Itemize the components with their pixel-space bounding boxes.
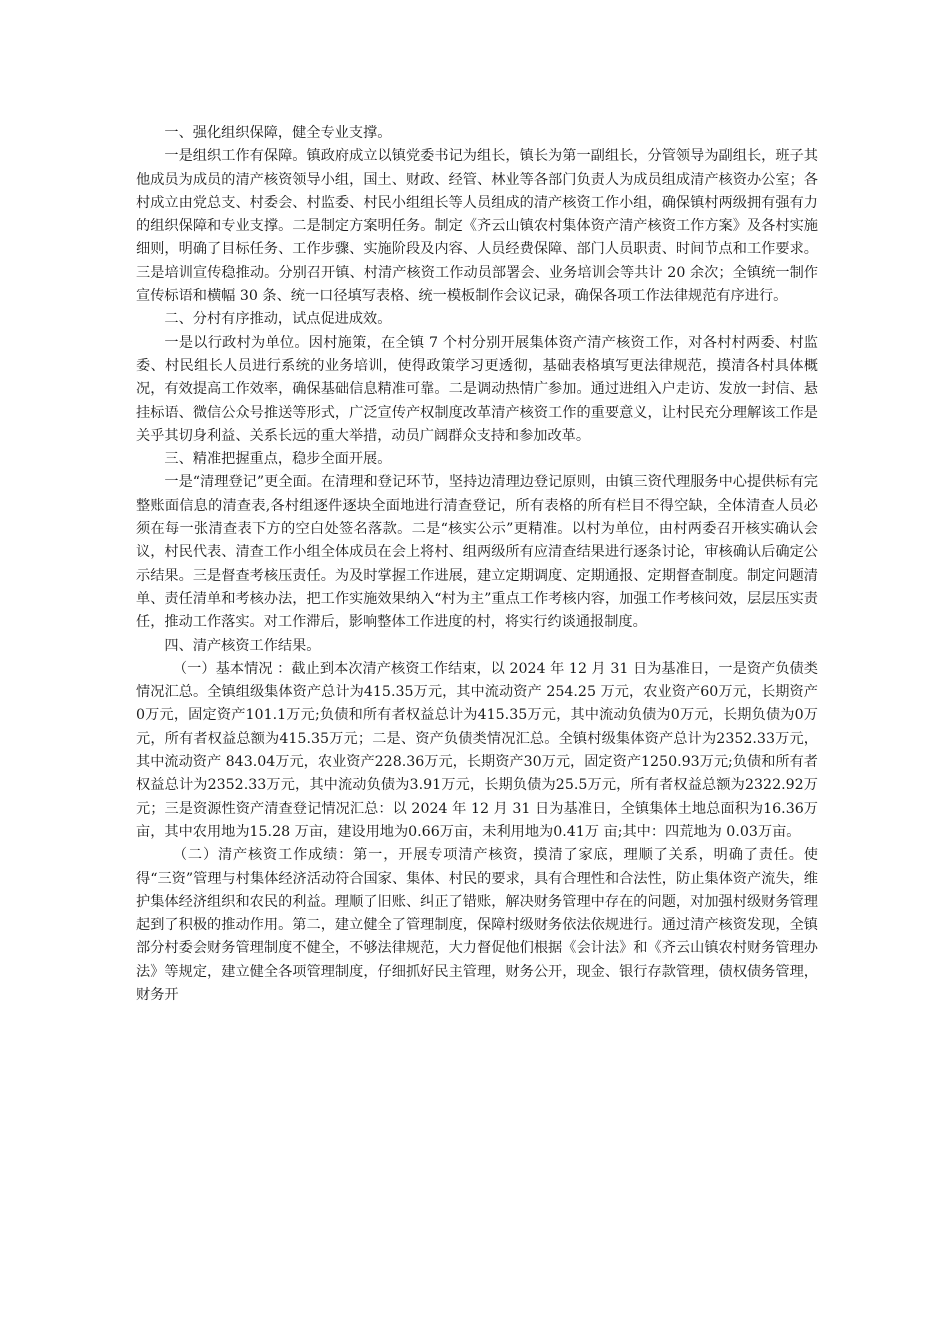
section-2-paragraph: 一是以行政村为单位。因村施策，在全镇 7 个村分别开展集体资产清产核资工作，对各村村两委、村监委、村民组长人员进行系统的业务培训，使得政策学习更透彻，基础表格填写更法律规范，摸清各村具体概况，有效提高工作效率，确保基础信息精准可靠。二是调动热情广参加。通过进组入户走访、发放一封信、悬挂标语、微信公众号推送等形式，广泛宣传产权制度改革清产核资工作的重要意义，让村民充分理解该工作是关乎其切身利益、关系长远的重大举措，动员广阔群众支持和参加改革。 <box>136 334 818 444</box>
section-1-paragraph: 一是组织工作有保障。镇政府成立以镇党委书记为组长，镇长为第一副组长，分管领导为副组长，班子其他成员为成员的清产核资领导小组，国土、财政、经管、林业等各部门负责人为成员组成清产核资办公室；各村成立由党总支、村委会、村监委、村民小组组长等人员组成的清产核资工作小组，确保镇村两级拥有强有力的组织保障和专业支撑。二是制定方案明任务。制定《齐云山镇农村集体资产清产核资工作方案》及各村实施细则，明确了目标任务、工作步骤、实施阶段及内容、人员经费保障、部门人员职责、时间节点和工作要求。三是培训宣传稳推动。分别召开镇、村清产核资工作动员部署会、业务培训会等共计 20 余次；全镇统一制作宣传标语和横幅 30 条、统一口径填写表格、统一模板制作会议记录，确保各项工作法律规范有序进行。 <box>136 148 818 305</box>
section-4-achievements: （二）清产核资工作成绩：第一，开展专项清产核资，摸清了家底，理顺了关系，明确了责任。使得“三资”管理与村集体经济活动符合国家、集体、村民的要求，具有合理性和合法性，防止集体资产流失，维护集体经济组织和农民的利益。理顺了旧账、纠正了错账，解决财务管理中存在的问题，对加强村级财务管理起到了积极的推动作用。第二，建立健全了管理制度，保障村级财务依法依规进行。通过清产核资发现，全镇部分村委会财务管理制度不健全，不够法律规范，大力督促他们根据《会计法》和《齐云山镇农村财务管理办法》等规定，建立健全各项管理制度，仔细抓好民主管理，财务公开，现金、银行存款管理，债权债务管理，财务开 <box>136 847 818 1003</box>
section-3-paragraph: 一是“清理登记”更全面。在清理和登记环节，坚持边清理边登记原则，由镇三资代理服务中心提供标有完整账面信息的清查表,各村组逐件逐块全面地进行清查登记，所有表格的所有栏目不得空缺，全体清查人员必须在每一张清查表下方的空白处签名落款。二是“核实公示”更精准。以村为单位，由村两委召开核实确认会议，村民代表、清查工作小组全体成员在会上将村、组两级所有应清查结果进行逐条讨论，审核确认后确定公示结果。三是督查考核压责任。为及时掌握工作进展，建立定期调度、定期通报、定期督查制度。制定问题清单、责任清单和考核办法，把工作实施效果纳入“村为主”重点工作考核内容，加强工作考核问效，层层压实责任，推动工作落实。对工作滞后，影响整体工作进度的村，将实行约谈通报制度。 <box>136 474 818 631</box>
section-2-heading: 二、分村有序推动，试点促进成效。 <box>164 311 392 328</box>
document-page <box>136 122 818 1007</box>
section-4-heading: 四、清产核资工作结果。 <box>164 637 321 654</box>
section-3-heading: 三、精准把握重点，稳步全面开展。 <box>164 451 392 468</box>
section-4-basic-situation: （一）基本情况 ：截止到本次清产核资工作结束，以 2024 年 12 月 31 日为基准日，一是资产负债类情况汇总。全镇组级集体资产总计为415.35万元，其中流动资产 254.25 万元，农业资产60万元，长期资产0万元，固定资产101.1万元;负债和所有者权益总计为415.35万元，其中流动负债为0万元，长期负债为0万元，所有者权益总额为415.35万元；二是、资产负债类情况汇总。全镇村级集体资产总计为2352.33万元，其中流动资产 843.04万元，农业资产228.36万元，长期资产30万元，固定资产1250.93万元;负债和所有者权益总计为2352.33万元，其中流动负债为3.91万元，长期负债为25.5万元，所有者权益总额为2322.92万元；三是资源性资产清查登记情况汇总：以 2024 年 12 月 31 日为基准日，全镇集体土地总面积为16.36万亩，其中农用地为15.28 万亩，建设用地为0.66万亩，未利用地为0.41万 亩;其中：四荒地为 0.03万亩。 <box>136 660 818 840</box>
section-1-heading: 一、强化组织保障，健全专业支撑。 <box>164 125 392 141</box>
